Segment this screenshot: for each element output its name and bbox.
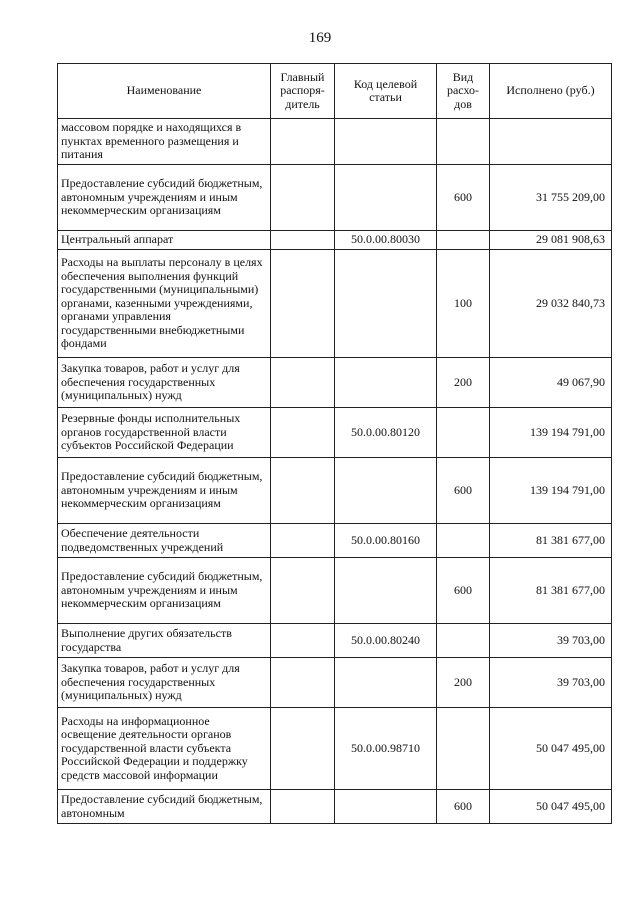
row-manager <box>271 250 335 358</box>
row-code <box>335 358 437 408</box>
table-header-row <box>58 64 612 119</box>
row-manager <box>271 458 335 524</box>
row-code <box>335 790 437 824</box>
row-code: 50.0.00.80120 <box>335 408 437 458</box>
row-manager <box>271 358 335 408</box>
row-amount: 139 194 791,00 <box>490 458 612 524</box>
row-code: 50.0.00.80240 <box>335 624 437 658</box>
row-code: 50.0.00.80160 <box>335 524 437 558</box>
row-manager <box>271 408 335 458</box>
header-target-code: Код целевой статьи <box>335 64 437 119</box>
row-amount: 31 755 209,00 <box>490 165 612 231</box>
row-name: Предоставление субсидий бюджетным, автономным учреждениям и иным некоммерческим организациям <box>58 558 271 624</box>
row-manager <box>271 231 335 250</box>
table-row <box>58 358 612 408</box>
row-manager <box>271 119 335 165</box>
row-kind: 200 <box>437 658 490 708</box>
row-kind <box>437 624 490 658</box>
row-manager <box>271 524 335 558</box>
row-manager <box>271 624 335 658</box>
row-code: 50.0.00.80030 <box>335 231 437 250</box>
page-number: 169 <box>308 30 332 46</box>
row-name: Предоставление субсидий бюджетным, автономным <box>58 790 271 824</box>
row-amount: 50 047 495,00 <box>490 708 612 790</box>
row-amount <box>490 119 612 165</box>
row-kind <box>437 708 490 790</box>
row-code: 50.0.00.98710 <box>335 708 437 790</box>
table-row <box>58 624 612 658</box>
row-kind: 100 <box>437 250 490 358</box>
row-name: массовом порядке и находящихся в пунктах временного размещения и питания <box>58 119 271 165</box>
row-amount: 50 047 495,00 <box>490 790 612 824</box>
row-code <box>335 558 437 624</box>
row-amount: 49 067,90 <box>490 358 612 408</box>
table-row <box>58 408 612 458</box>
row-name: Выполнение других обязательств государства <box>58 624 271 658</box>
row-amount: 81 381 677,00 <box>490 558 612 624</box>
row-name: Центральный аппарат <box>58 231 271 250</box>
header-expense-type: Вид расхо-дов <box>437 64 490 119</box>
table-row <box>58 524 612 558</box>
row-kind: 600 <box>437 790 490 824</box>
row-kind <box>437 231 490 250</box>
table-row <box>58 708 612 790</box>
row-kind <box>437 119 490 165</box>
row-code <box>335 119 437 165</box>
row-kind: 600 <box>437 458 490 524</box>
row-amount: 139 194 791,00 <box>490 408 612 458</box>
header-manager: Главный распоря-дитель <box>271 64 335 119</box>
row-amount: 39 703,00 <box>490 624 612 658</box>
row-kind: 600 <box>437 558 490 624</box>
budget-execution-table <box>57 63 612 824</box>
row-name: Расходы на выплаты персоналу в целях обеспечения выполнения функций государственными (муниципальными) органами, казенными учреждениями, органами управления государственными внебюджетными фондами <box>58 250 271 358</box>
row-kind <box>437 524 490 558</box>
row-amount: 29 081 908,63 <box>490 231 612 250</box>
row-name: Резервные фонды исполнительных органов государственной власти субъектов Российской Федерации <box>58 408 271 458</box>
row-amount: 29 032 840,73 <box>490 250 612 358</box>
row-name: Расходы на информационное освещение деятельности органов государственной власти субъекта Российской Федерации и поддержку средств массовой информации <box>58 708 271 790</box>
row-manager <box>271 558 335 624</box>
header-executed: Исполнено (руб.) <box>490 64 612 119</box>
row-manager <box>271 658 335 708</box>
row-amount: 81 381 677,00 <box>490 524 612 558</box>
row-manager <box>271 790 335 824</box>
row-name: Предоставление субсидий бюджетным, автономным учреждениям и иным некоммерческим организациям <box>58 165 271 231</box>
row-code <box>335 658 437 708</box>
row-code <box>335 458 437 524</box>
table-row <box>58 165 612 231</box>
row-name: Предоставление субсидий бюджетным, автономным учреждениям и иным некоммерческим организациям <box>58 458 271 524</box>
row-manager <box>271 708 335 790</box>
row-kind: 600 <box>437 165 490 231</box>
row-kind <box>437 408 490 458</box>
table-row <box>58 250 612 358</box>
row-name: Закупка товаров, работ и услуг для обеспечения государственных (муниципальных) нужд <box>58 358 271 408</box>
table-row <box>58 790 612 824</box>
row-amount: 39 703,00 <box>490 658 612 708</box>
row-code <box>335 250 437 358</box>
table-row <box>58 458 612 524</box>
table-row <box>58 231 612 250</box>
row-name: Закупка товаров, работ и услуг для обеспечения государственных (муниципальных) нужд <box>58 658 271 708</box>
row-name: Обеспечение деятельности подведомственных учреждений <box>58 524 271 558</box>
table-row <box>58 658 612 708</box>
table-row <box>58 119 612 165</box>
table-row <box>58 558 612 624</box>
header-name: Наименование <box>58 64 271 119</box>
row-code <box>335 165 437 231</box>
row-manager <box>271 165 335 231</box>
row-kind: 200 <box>437 358 490 408</box>
